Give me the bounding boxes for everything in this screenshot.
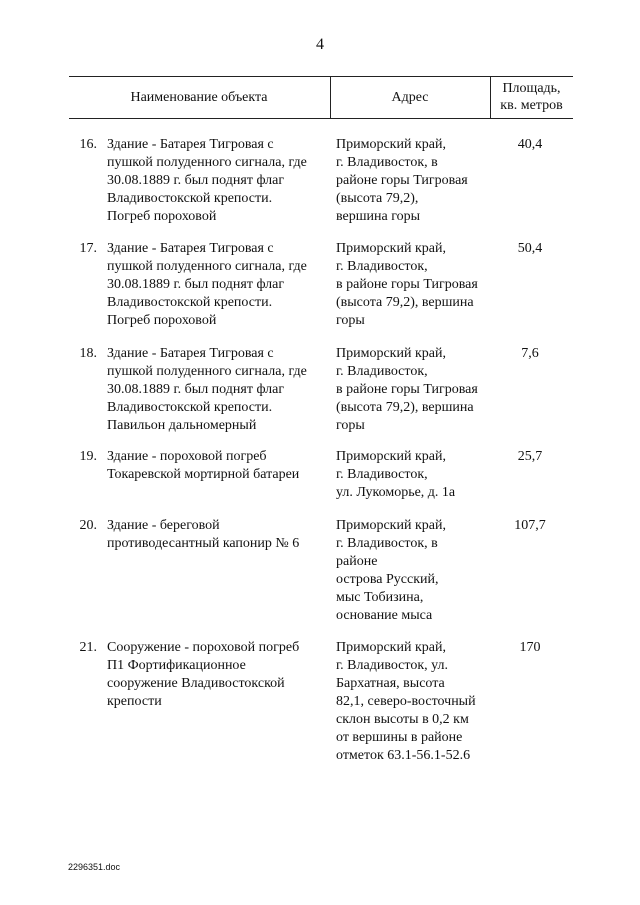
- header-address: Адрес: [391, 90, 429, 105]
- header-name: Наименование объекта: [130, 90, 268, 105]
- row-address: Приморский край, г. Владивосток, в районе горы Тигровая (высота 79,2), вершина горы: [336, 241, 478, 328]
- footer-filename: 2296351.doc: [68, 862, 121, 872]
- row-number: 18.: [79, 346, 97, 361]
- page-number: 4: [316, 36, 324, 53]
- row-number: 16.: [79, 137, 97, 152]
- row-number: 17.: [79, 241, 97, 256]
- row-address: Приморский край, г. Владивосток, в районе острова Русский, мыс Тобизина, основание мыса: [336, 518, 446, 623]
- row-number: 20.: [79, 518, 97, 533]
- row-address: Приморский край, г. Владивосток, в районе горы Тигровая (высота 79,2), вершина горы: [336, 137, 468, 224]
- row-object-name: Здание - береговой противодесантный капонир № 6: [107, 518, 300, 551]
- table-header-rule-top: [69, 76, 573, 77]
- row-area: 7,6: [521, 346, 539, 361]
- header-area: Площадь, кв. метров: [500, 81, 563, 113]
- row-object-name: Здание - Батарея Тигровая с пушкой полуденного сигнала, где 30.08.1889 г. был поднят флаг Владивостокской крепости. Павильон дальномерный: [107, 346, 307, 433]
- table-header-rule-bottom: [69, 118, 573, 119]
- row-number: 21.: [79, 640, 97, 655]
- row-object-name: Здание - пороховой погреб Токаревской мортирной батареи: [107, 449, 300, 482]
- row-object-name: Сооружение - пороховой погреб П1 Фортификационное сооружение Владивостокской крепости: [107, 640, 300, 709]
- row-address: Приморский край, г. Владивосток, ул. Лукоморье, д. 1а: [336, 449, 456, 500]
- row-object-name: Здание - Батарея Тигровая с пушкой полуденного сигнала, где 30.08.1889 г. был поднят флаг Владивостокской крепости. Погреб пороховой: [107, 241, 307, 328]
- row-area: 40,4: [517, 137, 543, 152]
- row-area: 25,7: [517, 449, 543, 464]
- row-area: 50,4: [517, 241, 543, 256]
- row-address: Приморский край, г. Владивосток, в районе горы Тигровая (высота 79,2), вершина горы: [336, 346, 478, 433]
- row-address: Приморский край, г. Владивосток, ул. Бархатная, высота 82,1, северо-восточный склон высоты в 0,2 км от вершины в районе отметок 63.1-56.1-52.6: [336, 640, 476, 763]
- row-number: 19.: [79, 449, 97, 464]
- row-object-name: Здание - Батарея Тигровая с пушкой полуденного сигнала, где 30.08.1889 г. был поднят флаг Владивостокской крепости. Погреб пороховой: [107, 137, 307, 224]
- row-area: 107,7: [514, 518, 546, 533]
- row-area: 170: [519, 640, 541, 655]
